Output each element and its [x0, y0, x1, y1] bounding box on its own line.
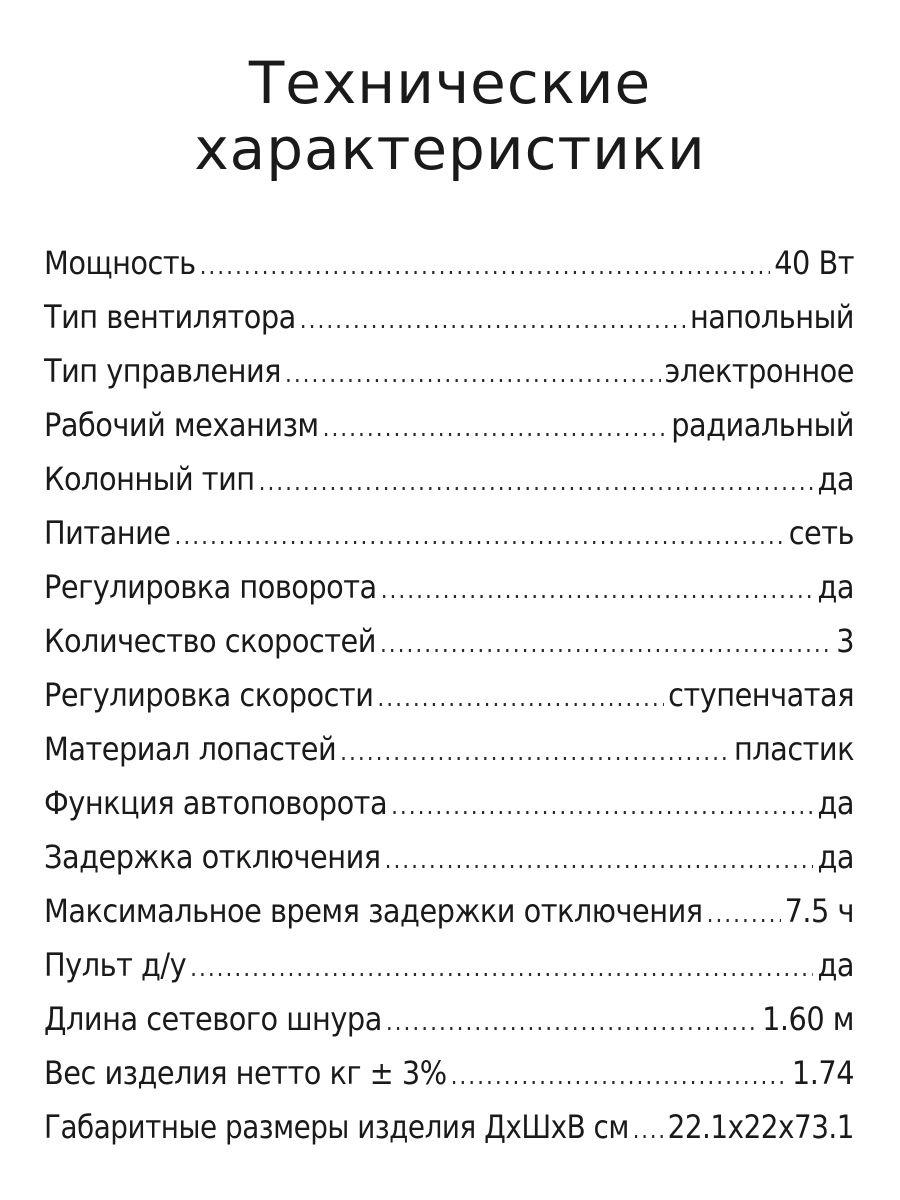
dot-leader — [386, 995, 758, 1049]
spec-row-speed-adjust — [44, 668, 854, 722]
spec-value: ступенчатая — [668, 676, 854, 714]
dot-leader — [380, 617, 832, 671]
spec-label: Регулировка поворота — [44, 568, 377, 606]
spec-value: 1.60 м — [762, 1000, 854, 1038]
spec-label: Тип управления — [44, 352, 281, 390]
spec-label: Количество скоростей — [44, 622, 376, 660]
spec-row-remote-control — [44, 938, 854, 992]
spec-label: Максимальное время задержки отключения — [44, 892, 703, 930]
spec-value: 7.5 ч — [784, 892, 854, 930]
dot-leader — [451, 1049, 788, 1103]
spec-value: 40 Вт — [774, 244, 854, 282]
spec-value: пластик — [733, 730, 854, 768]
spec-list — [44, 236, 854, 1154]
spec-row-fan-type — [44, 290, 854, 344]
spec-label: Колонный тип — [44, 460, 255, 498]
page-title — [0, 50, 900, 182]
spec-label: Задержка отключения — [44, 838, 381, 876]
dot-leader — [175, 509, 785, 563]
spec-value: радиальный — [671, 406, 854, 444]
dot-leader — [200, 239, 771, 293]
spec-value: 22.1x22x73.1 — [667, 1108, 854, 1146]
page-title-line-2: характеристики — [194, 115, 706, 183]
dot-leader — [381, 563, 814, 617]
spec-row-max-delay-time — [44, 884, 854, 938]
spec-label: Габаритные размеры изделия ДхШхВ см — [44, 1108, 629, 1146]
spec-label: Вес изделия нетто кг ± 3% — [44, 1054, 447, 1092]
dot-leader — [391, 779, 813, 833]
dot-leader — [285, 347, 661, 401]
spec-value: да — [817, 460, 854, 498]
spec-label: Питание — [44, 514, 171, 552]
spec-row-control-type — [44, 344, 854, 398]
spec-label: Пульт д/у — [44, 946, 187, 984]
spec-label: Регулировка скорости — [44, 676, 374, 714]
dot-leader — [340, 725, 730, 779]
spec-row-power-supply — [44, 506, 854, 560]
spec-row-blade-material — [44, 722, 854, 776]
spec-value: да — [817, 784, 854, 822]
spec-label: Материал лопастей — [44, 730, 337, 768]
spec-row-shutdown-delay — [44, 830, 854, 884]
dot-leader — [633, 1103, 664, 1157]
page-title-line-1: Технические — [248, 49, 652, 117]
spec-label: Мощность — [44, 244, 196, 282]
dot-leader — [707, 887, 781, 941]
spec-row-mechanism — [44, 398, 854, 452]
dot-leader — [300, 293, 686, 347]
spec-value: напольный — [689, 298, 854, 336]
spec-row-speed-count — [44, 614, 854, 668]
spec-row-dimensions — [44, 1100, 854, 1154]
dot-leader — [377, 671, 664, 725]
spec-label: Тип вентилятора — [44, 298, 296, 336]
spec-row-auto-rotation — [44, 776, 854, 830]
spec-row-power — [44, 236, 854, 290]
spec-value: да — [817, 946, 854, 984]
spec-value: электронное — [664, 352, 854, 390]
spec-value: 3 — [836, 622, 854, 660]
spec-value: да — [817, 568, 854, 606]
spec-row-rotation-adjust — [44, 560, 854, 614]
spec-row-column-type — [44, 452, 854, 506]
dot-leader — [259, 455, 814, 509]
dot-leader — [323, 401, 668, 455]
spec-label: Рабочий механизм — [44, 406, 319, 444]
dot-leader — [190, 941, 813, 995]
spec-row-cord-length — [44, 992, 854, 1046]
dot-leader — [385, 833, 814, 887]
spec-label: Функция автоповорота — [44, 784, 388, 822]
spec-value: 1.74 — [791, 1054, 854, 1092]
spec-value: сеть — [788, 514, 854, 552]
spec-value: да — [817, 838, 854, 876]
spec-label: Длина сетевого шнура — [44, 1000, 382, 1038]
spec-row-net-weight — [44, 1046, 854, 1100]
